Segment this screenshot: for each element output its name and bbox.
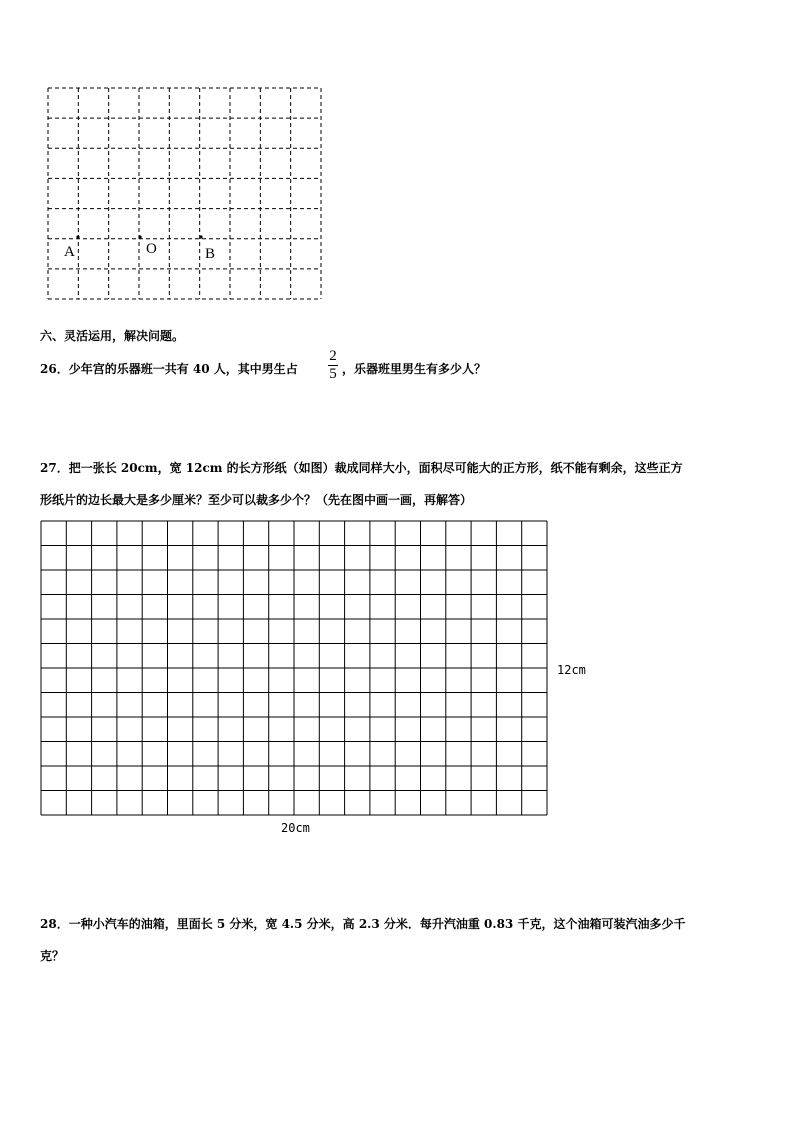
q28-line-2: 克？ xyxy=(40,949,65,963)
point-o-dot xyxy=(138,235,141,238)
q26-fraction-numerator: 2 xyxy=(329,348,337,364)
q26-text-before: 26．少年宫的乐器班一共有 40 人，其中男生占 xyxy=(40,362,298,376)
point-o-label: O xyxy=(146,241,157,257)
q27-height-label: 12cm xyxy=(557,663,586,677)
q26-text-after: ，乐器班里男生有多少人？ xyxy=(342,362,487,376)
point-b-label: B xyxy=(205,246,216,262)
point-a-label: A xyxy=(64,244,75,260)
q26-fraction xyxy=(328,349,338,382)
point-a-dot xyxy=(76,235,79,238)
dashed-grid-figure xyxy=(40,80,340,310)
q26-fraction-denominator: 5 xyxy=(329,366,337,382)
section-six-title: 六、灵活运用，解决问题。 xyxy=(40,329,185,343)
q28-line-1: 28．一种小汽车的油箱，里面长 5 分米，宽 4.5 分米，高 2.3 分米．每升汽油重 0.83 千克，这个油箱可装汽油多少千 xyxy=(40,917,686,931)
q27-square-grid xyxy=(38,518,552,820)
point-b-dot xyxy=(199,235,202,238)
dashed-grid-lines xyxy=(48,88,321,299)
q27-grid-lines xyxy=(41,521,547,815)
q27-line-2: 形纸片的边长最大是多少厘米？至少可以裁多少个？（先在图中画一画，再解答） xyxy=(40,493,473,507)
q27-line-1: 27．把一张长 20cm，宽 12cm 的长方形纸（如图）裁成同样大小，面积尽可能大的正方形，纸不能有剩余，这些正方 xyxy=(40,461,683,475)
q27-width-label: 20cm xyxy=(281,821,310,835)
